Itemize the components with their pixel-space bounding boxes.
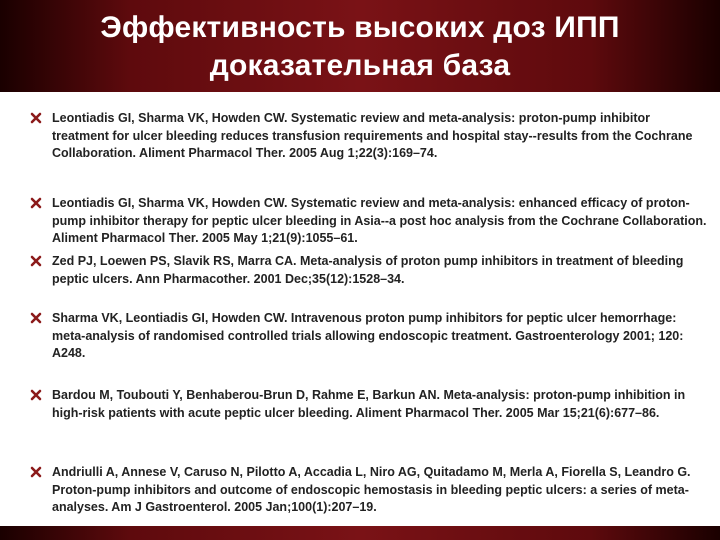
reference-text: Bardou M, Toubouti Y, Benhaberou-Brun D, Rahme E, Barkun AN. Meta-analysis: proton-pump inhibition in high-risk patients with acute peptic ulcer bleeding. Aliment Pharmacol Ther. 2005 Mar 15;21(6):677–86. — [52, 388, 686, 420]
reference-text: Leontiadis GI, Sharma VK, Howden CW. Systematic review and meta-analysis: proton-pump inhibitor treatment for ulcer bleeding reduces transfusion requirements and hospital stay--results from the Cochrane Collaboration. Aliment Pharmacol Ther. 2005 Aug 1;22(3):169–74. — [52, 111, 693, 160]
x-mark-icon — [30, 312, 42, 324]
reference-text: Leontiadis GI, Sharma VK, Howden CW. Systematic review and meta-analysis: enhanced efficacy of proton-pump inhibitor therapy for peptic ulcer bleeding in Asia--a post hoc analysis from the Cochrane Collaboration. Aliment Pharmacol Ther. 2005 May 1;21(9):1055–61. — [52, 196, 707, 245]
x-mark-icon — [30, 197, 42, 209]
x-mark-icon — [30, 466, 42, 478]
reference-text: Andriulli A, Annese V, Caruso N, Pilotto A, Accadia L, Niro AG, Quitadamo M, Merla A, Fiorella S, Leandro G. Proton-pump inhibitors and outcome of endoscopic hemostasis in bleeding peptic ulcers: a series of meta-analyses. Am J Gastroenterol. 2005 Jan;100(1):207–19. — [52, 465, 691, 514]
slide-header — [0, 0, 720, 92]
x-mark-icon — [30, 255, 42, 267]
x-mark-icon — [30, 389, 42, 401]
page-title-line-1: Эффективность высоких доз ИПП — [100, 11, 620, 44]
x-mark-icon — [30, 112, 42, 124]
footer-bar — [0, 526, 720, 540]
page-title-line-2: доказательная база — [209, 49, 511, 82]
reference-text: Zed PJ, Loewen PS, Slavik RS, Marra CA. Meta-analysis of proton pump inhibitors in treatment of bleeding peptic ulcers. Ann Pharmacother. 2001 Dec;35(12):1528–34. — [52, 254, 684, 286]
reference-text: Sharma VK, Leontiadis GI, Howden CW. Intravenous proton pump inhibitors for peptic ulcer hemorrhage: meta-analysis of randomised controlled trials allowing endoscopic treatment. Gastroenterology 2001; 120: A248. — [52, 311, 684, 360]
